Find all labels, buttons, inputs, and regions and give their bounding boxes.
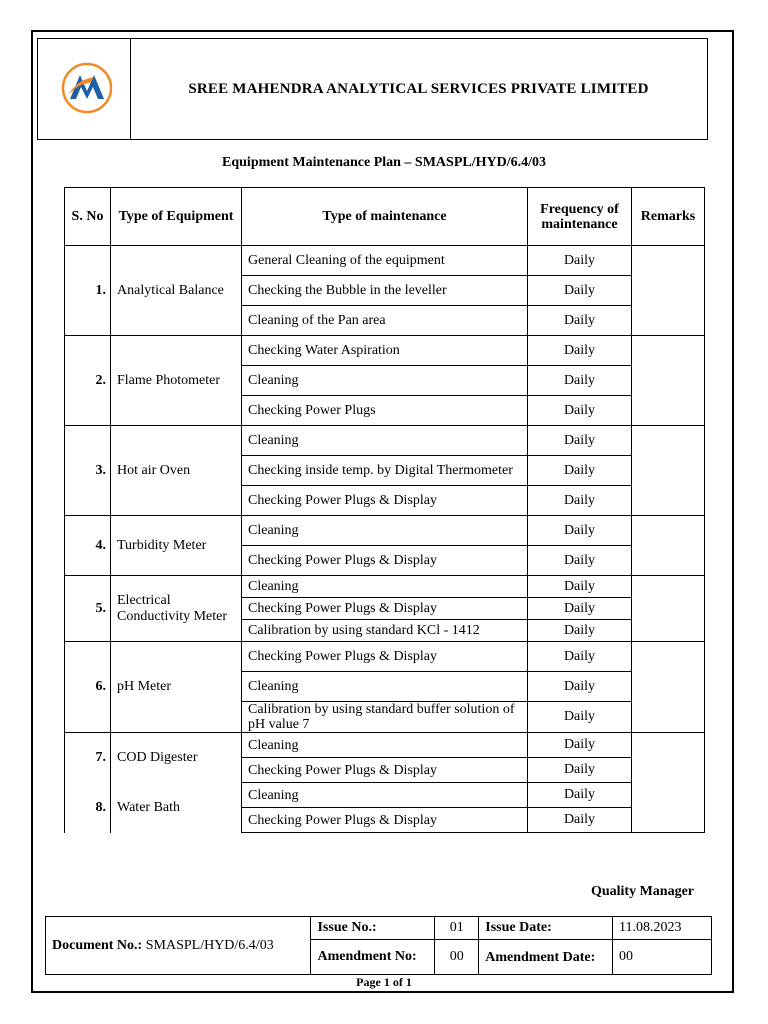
maintenance-cell: Checking the Bubble in the leveller [242, 276, 528, 306]
maintenance-cell: Calibration by using standard KCl - 1412 [242, 620, 528, 642]
header-sno: S. No [65, 188, 111, 246]
frequency-cell: Daily [528, 808, 632, 833]
frequency-cell: Daily [528, 576, 632, 598]
remarks-cell [632, 246, 705, 336]
frequency-cell: Daily [528, 366, 632, 396]
company-name: SREE MAHENDRA ANALYTICAL SERVICES PRIVATE LIMITED [188, 80, 649, 97]
logo-cell [38, 39, 131, 139]
frequency-cell: Daily [528, 336, 632, 366]
remarks-cell [632, 642, 705, 733]
frequency-cell: Daily [528, 758, 632, 783]
frequency-cell: Daily [528, 486, 632, 516]
frequency-cell: Daily [528, 598, 632, 620]
plan-title: Equipment Maintenance Plan – SMASPL/HYD/6.4/03 [222, 155, 546, 170]
table-row [65, 426, 705, 456]
remarks-cell [632, 576, 705, 642]
frequency-cell: Daily [528, 456, 632, 486]
table-row [65, 246, 705, 276]
frequency-cell: Daily [528, 620, 632, 642]
sno-cell: 7. [65, 733, 111, 783]
table-row [65, 783, 705, 808]
table-row [65, 336, 705, 366]
frequency-cell: Daily [528, 733, 632, 758]
maintenance-cell: Checking inside temp. by Digital Thermometer [242, 456, 528, 486]
amendment-date-value: 00 [613, 940, 712, 975]
frequency-cell: Daily [528, 642, 632, 672]
sno-cell: 6. [65, 642, 111, 733]
document-no-cell [46, 917, 311, 975]
maintenance-cell: Cleaning [242, 672, 528, 702]
header-maintenance: Type of maintenance [242, 188, 528, 246]
issue-date-label: Issue Date: [479, 917, 613, 940]
document-info-table [45, 916, 712, 975]
sno-cell: 8. [65, 783, 111, 833]
remarks-cell [632, 516, 705, 576]
quality-manager-signature-label: Quality Manager [590, 884, 694, 899]
maintenance-cell: Checking Power Plugs & Display [242, 758, 528, 783]
maintenance-cell: Cleaning [242, 366, 528, 396]
remarks-cell [632, 426, 705, 516]
header-remarks: Remarks [632, 188, 705, 246]
maintenance-plan-table [64, 187, 705, 833]
equipment-cell: pH Meter [111, 642, 242, 733]
amendment-date-label: Amendment Date: [479, 940, 613, 975]
maintenance-cell: Checking Power Plugs [242, 396, 528, 426]
equipment-cell: COD Digester [111, 733, 242, 783]
header-equipment: Type of Equipment [111, 188, 242, 246]
equipment-cell: Analytical Balance [111, 246, 242, 336]
maintenance-cell: Cleaning [242, 733, 528, 758]
issue-date-value: 11.08.2023 [613, 917, 712, 940]
frequency-cell: Daily [528, 426, 632, 456]
frequency-cell: Daily [528, 702, 632, 733]
table-row [65, 733, 705, 758]
frequency-cell: Daily [528, 546, 632, 576]
amendment-no-label: Amendment No: [311, 940, 435, 975]
remarks-cell [632, 336, 705, 426]
equipment-cell: Water Bath [111, 783, 242, 833]
frequency-cell: Daily [528, 516, 632, 546]
issue-no-label: Issue No.: [311, 917, 435, 940]
remarks-cell [632, 733, 705, 833]
maintenance-cell: Calibration by using standard buffer solution of pH value 7 [242, 702, 528, 733]
table-row [65, 576, 705, 598]
issue-no-value: 01 [435, 917, 479, 940]
sno-cell: 5. [65, 576, 111, 642]
page-number: Page 1 of 1 [356, 975, 412, 989]
frequency-cell: Daily [528, 396, 632, 426]
maintenance-cell: Checking Power Plugs & Display [242, 808, 528, 833]
amendment-no-value: 00 [435, 940, 479, 975]
sno-cell: 3. [65, 426, 111, 516]
maintenance-cell: Cleaning [242, 426, 528, 456]
maintenance-cell: Checking Power Plugs & Display [242, 546, 528, 576]
frequency-cell: Daily [528, 672, 632, 702]
frequency-cell: Daily [528, 276, 632, 306]
maintenance-cell: Checking Water Aspiration [242, 336, 528, 366]
equipment-cell: Turbidity Meter [111, 516, 242, 576]
document-no-value: SMASPL/HYD/6.4/03 [145, 937, 274, 953]
equipment-cell: Electrical Conductivity Meter [111, 576, 242, 642]
table-header-row [65, 188, 705, 246]
equipment-cell: Flame Photometer [111, 336, 242, 426]
frequency-cell: Daily [528, 306, 632, 336]
table-row [65, 642, 705, 672]
document-no-label: Document No.: [52, 937, 143, 953]
maintenance-cell: Cleaning [242, 783, 528, 808]
sno-cell: 1. [65, 246, 111, 336]
maintenance-cell: General Cleaning of the equipment [242, 246, 528, 276]
maintenance-cell: Checking Power Plugs & Display [242, 642, 528, 672]
letterhead [37, 38, 708, 140]
frequency-cell: Daily [528, 246, 632, 276]
header-frequency: Frequency of maintenance [528, 188, 632, 246]
maintenance-cell: Cleaning of the Pan area [242, 306, 528, 336]
maintenance-cell: Cleaning [242, 576, 528, 598]
maintenance-cell: Checking Power Plugs & Display [242, 486, 528, 516]
equipment-cell: Hot air Oven [111, 426, 242, 516]
maintenance-cell: Checking Power Plugs & Display [242, 598, 528, 620]
sno-cell: 4. [65, 516, 111, 576]
frequency-cell: Daily [528, 783, 632, 808]
sno-cell: 2. [65, 336, 111, 426]
sms-logo-icon [60, 61, 114, 115]
maintenance-cell: Cleaning [242, 516, 528, 546]
table-row [65, 516, 705, 546]
doc-info-row [46, 917, 712, 940]
